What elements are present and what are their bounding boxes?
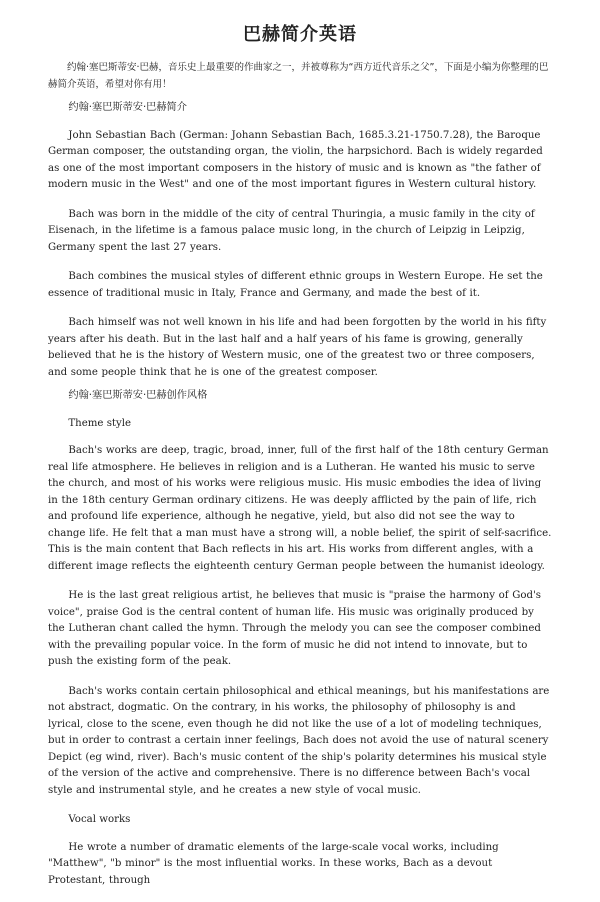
subheading-vocal-works: Vocal works — [68, 814, 131, 825]
style-paragraph-3: Bach's works contain certain philosophical and ethical meanings, but his manifestations are not abstract, dogmatic. On the contrary, in his works, the philosophy of philosophy is and lyrical, close to the scene, even though he did not like the use of a lot of modeling techniques, but in order to contrast a certain inner feelings, Bach does not avoid the use of natural scenery Depict (eg wind, river). Bach's music content of the ship's polarity determines his musical style of the version of the active and comprehensive. There is no difference between Bach's vocal style and instrumental style, and he creates a new style of vocal music. — [48, 685, 550, 796]
biography-paragraph-1: John Sebastian Bach (German: Johann Sebastian Bach, 1685.3.21-1750.7.28), the Baroque German composer, the outstanding organ, the violin, the harpsichord. Bach is widely regarded as one of the most important composers in the history of music and is known as "the father of modern music in the West" and one of the most important figures in Western cultural history. — [48, 129, 543, 190]
biography-paragraph-3: Bach combines the musical styles of different ethnic groups in Western Europe. He set the essence of traditional music in Italy, France and Germany, and made the best of it. — [48, 271, 543, 299]
style-paragraph-2: He is the last great religious artist, he believes that music is "praise the harmony of God's voice", praise God is the central content of human life. His music was originally produced by the Lutheran chant called the hymn. Through the melody you can see the composer combined with the prevailing popular voice. In the form of music he did not intend to innovate, but to push the existing form of the peak. — [48, 590, 542, 667]
section-heading-biography: 约翰·塞巴斯蒂安·巴赫简介 — [68, 102, 187, 113]
subheading-theme-style: Theme style — [68, 417, 132, 429]
vocal-works-paragraph: He wrote a number of dramatic elements of the large-scale vocal works, including "Matthew", "b minor" is the most influential works. In these works, Bach as a devout Protestant, through — [48, 841, 499, 886]
intro-paragraph: 约翰·塞巴斯蒂安·巴赫，音乐史上最重要的作曲家之一，并被尊称为“西方近代音乐之父”，下面是小编为你整理的巴赫简介英语，希望对你有用！ — [48, 62, 549, 90]
style-paragraph-1: Bach's works are deep, tragic, broad, inner, full of the first half of the 18th century German real life atmosphere. He believes in religion and is a Lutheran. He wanted his music to serve the church, and most of his works were religious music. His music embodies the idea of living in the 18th century German ordinary citizens. He was deeply afflicted by the pain of life, rich and profound life experience, although he negative, yield, but also did not see the way to change life. He felt that a man must have a strong will, a noble belief, the spirit of self-sacrifice. This is the main content that Bach reflects in his art. His works from different angles, with a different image reflects the eighteenth century German people between the humanist ideology. — [48, 445, 552, 572]
section-heading-style: 约翰·塞巴斯蒂安·巴赫创作风格 — [68, 390, 208, 401]
document-page — [48, 20, 552, 902]
biography-paragraph-4: Bach himself was not well known in his life and had been forgotten by the world in his fifty years after his death. But in the last half and a half years of his fame is growing, generally believed that he is the history of Western music, one of the greatest two or three composers, and some people think that he is one of the greatest composer. — [48, 317, 547, 378]
biography-paragraph-2: Bach was born in the middle of the city of central Thuringia, a music family in the city of Eisenach, in the lifetime is a famous palace music long, in the church of Leipzig in Leipzig, Germany spent the last 27 years. — [48, 208, 535, 253]
document-title: 巴赫简介英语 — [243, 24, 357, 45]
